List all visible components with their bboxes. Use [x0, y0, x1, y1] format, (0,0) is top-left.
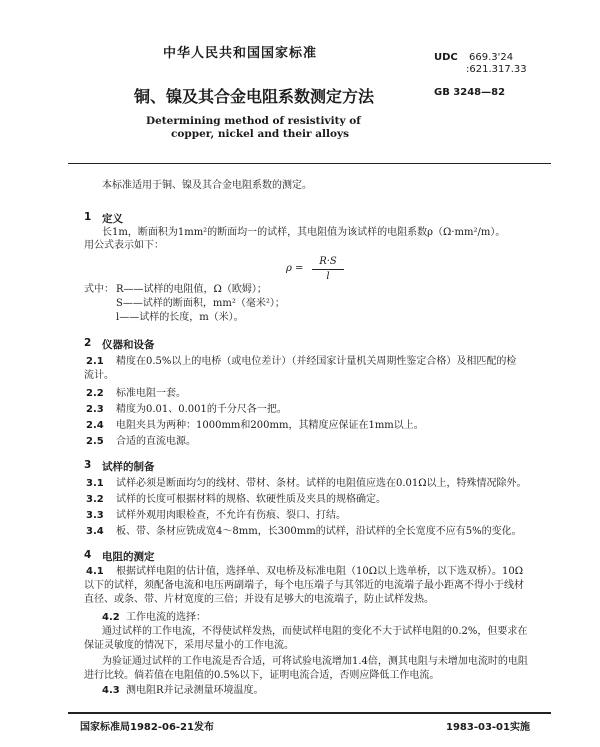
header-rule: [68, 163, 551, 164]
definition-text-line-2: 用公式表示如下：: [84, 240, 164, 251]
definition-s: S——试样的断面积，mm²（毫米²）；: [116, 298, 285, 309]
clause-4-2-para-1-line-2: 保证灵敏度的情况下，采用尽量小的工作电流。: [84, 640, 294, 651]
udc-label: UDC: [434, 52, 458, 63]
clause-4-1-line-1: 根据试样电阻的估计值，选择单、双电桥及标准电阻（10Ω以上选单桥，以下选双桥）。10Ω: [116, 566, 524, 577]
definition-l: l——试样的长度，m（米）。: [116, 312, 244, 323]
section-4-title: 电阻的测定: [102, 551, 155, 563]
clause-3-4-number: 3.4: [86, 526, 104, 537]
clause-4-1-line-3: 直径、或条、带、片材宽度的三倍；并设有足够大的电流端子，防止试样发热。: [84, 594, 434, 605]
clause-4-1-line-2: 以下的试样，须配备电流和电压两副端子，每个电压端子与其邻近的电流端子最小距离不得小于线材: [84, 580, 524, 591]
issue-date: 国家标准局1982-06-21发布: [80, 722, 214, 733]
clause-3-4: 板、带、条材应铣成宽4～8mm，长300mm的试样，沿试样的全长宽度不应有5%的变化。: [116, 526, 522, 537]
section-2-title: 仪器和设备: [102, 339, 155, 351]
clause-4-3-number: 4.3: [102, 685, 120, 696]
clause-2-2-number: 2.2: [86, 388, 104, 399]
clause-3-1: 试样必须是断面均匀的线材、带材、条材。试样的电阻值应选在0.01Ω以上，特殊情况除外。: [116, 478, 527, 489]
formula-numerator: R·S: [319, 256, 337, 267]
clause-2-1-line-2: 流计。: [84, 370, 114, 381]
fraction-bar: [312, 269, 344, 270]
clause-3-1-number: 3.1: [86, 478, 104, 489]
section-4-number: 4: [84, 549, 92, 561]
clause-3-3: 试样外观用肉眼检查，不允许有伤痕、裂口、打结。: [116, 510, 346, 521]
clause-3-3-number: 3.3: [86, 510, 104, 521]
section-1-title: 定义: [102, 213, 123, 225]
clause-4-2-title: 工作电流的选择：: [126, 612, 206, 623]
clause-2-2: 标准电阻一套。: [116, 388, 186, 399]
clause-2-1-number: 2.1: [86, 356, 104, 367]
clause-2-3: 精度为0.01、0.001的千分尺各一把。: [116, 404, 287, 415]
effective-date: 1983-03-01实施: [446, 722, 530, 733]
definition-text-line-1: 长1m，断面积为1mm²的断面均一的试样，其电阻值为该试样的电阻系数ρ（Ω·mm²/m）。: [102, 227, 506, 238]
clause-2-1-line-1: 精度在0.5%以上的电桥（或电位差计）（并经国家计量机关周期性鉴定合格）及相匹配的检: [116, 356, 517, 367]
clause-4-2-para-1-line-1: 通过试样的工作电流，不得使试样发热，而使试样电阻的变化不大于试样电阻的0.2%，但要求在: [102, 626, 528, 637]
clause-2-4-number: 2.4: [86, 420, 104, 431]
section-3-number: 3: [84, 459, 92, 471]
where-label: 式中：: [84, 284, 114, 295]
clause-4-2-number: 4.2: [102, 612, 120, 623]
scope-statement: 本标准适用于铜、镍及其合金电阻系数的测定。: [102, 180, 312, 191]
formula-denominator: l: [326, 271, 330, 282]
clause-2-4: 电阻夹具为两种：1000mm和200mm，其精度应保证在1mm以上。: [116, 420, 424, 431]
clause-3-2: 试样的长度可根据材料的规格、软硬性质及夹具的规格确定。: [116, 494, 386, 505]
footer-rule: [68, 712, 551, 714]
clause-2-5: 合适的直流电源。: [116, 436, 196, 447]
english-title-line-2: copper, nickel and their alloys: [171, 128, 350, 140]
clause-2-3-number: 2.3: [86, 404, 104, 415]
clause-4-3: 测电阻R并记录测量环境温度。: [126, 685, 264, 696]
udc-code-1: 669.3'24: [469, 52, 514, 63]
formula-lhs: ρ =: [286, 263, 304, 274]
clause-2-5-number: 2.5: [86, 436, 104, 447]
clause-4-2-para-2-line-1: 为验证通过试样的工作电流是否合适，可将试验电流增加1.4倍，测其电阻与未增加电流时的电阻: [102, 656, 528, 667]
gb-code: GB 3248—82: [434, 87, 506, 98]
clause-4-1-number: 4.1: [86, 566, 104, 577]
issuing-authority: 中华人民共和国国家标准: [163, 46, 318, 61]
clause-4-2-para-2-line-2: 进行比较。倘若值在电阻值的0.5%以下，证明电流合适，否则应降低工作电流。: [84, 670, 440, 681]
section-2-number: 2: [84, 337, 92, 349]
section-3-title: 试样的制备: [102, 461, 155, 473]
udc-code-2: :621.317.33: [466, 64, 527, 75]
clause-3-2-number: 3.2: [86, 494, 104, 505]
section-1-number: 1: [84, 211, 92, 223]
english-title-line-1: Determining method of resistivity of: [146, 115, 361, 127]
document-title: 铜、镍及其合金电阻系数测定方法: [134, 87, 375, 106]
definition-r: R——试样的电阻值，Ω（欧姆）；: [116, 284, 267, 295]
